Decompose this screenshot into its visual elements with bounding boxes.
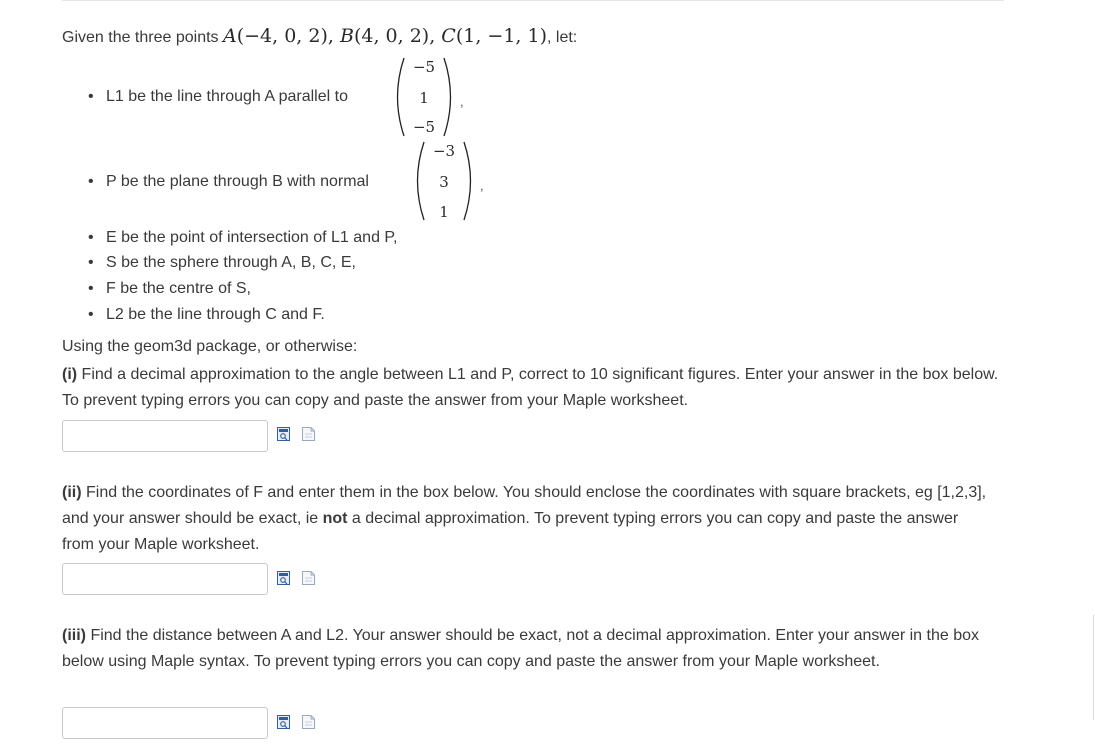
preview-icon[interactable] — [277, 715, 290, 729]
bullet-p: • P be the plane through B with normal — [88, 173, 369, 190]
direction-comma: , — [460, 94, 464, 109]
bullet-l1-text: L1 be the line through A parallel to — [106, 88, 348, 105]
point-c: C(1, −1, 1) — [441, 25, 548, 47]
answer-input-3[interactable] — [62, 707, 268, 739]
question-3 — [62, 623, 992, 675]
question-3-text: Find the distance between A and L2. Your answer should be exact, not a decimal approximation. Enter your answer in the box below using Maple syntax. To prevent typing errors you can copy and paste the answer from your Maple worksheet. — [62, 627, 979, 670]
bullet-s-text: S be the sphere through A, B, C, E, — [106, 254, 356, 271]
bullet-l2-text: L2 be the line through C and F. — [106, 306, 325, 323]
direction-entry-2: 1 — [419, 89, 429, 107]
syntax-help-icon[interactable] — [302, 571, 315, 585]
bullet-e-text: E be the point of intersection of L1 and P, — [106, 229, 398, 246]
bullet-l2: • L2 be the line through C and F. — [88, 306, 325, 323]
bullet-e: • E be the point of intersection of L1 and P, — [88, 229, 398, 246]
normal-entry-3: 1 — [439, 203, 449, 221]
question-2-text-b: a decimal approximation. To prevent typing errors you can copy and paste the answer from your Maple worksheet. — [62, 510, 959, 553]
syntax-help-icon[interactable] — [302, 715, 315, 729]
preview-icon[interactable] — [277, 427, 290, 441]
question-1-text: Find a decimal approximation to the angle between L1 and P, correct to 10 significant figures. Enter your answer in the box below. To prevent typing errors you can copy and paste the answer from your Maple worksheet. — [62, 366, 999, 409]
syntax-help-icon[interactable] — [302, 427, 315, 441]
normal-entry-1: −3 — [432, 142, 456, 160]
point-a: A(−4, 0, 2) — [222, 25, 328, 47]
intro-line: Given the three points A(−4, 0, 2), B(4, 0, 2), C(1, −1, 1), let: — [62, 25, 578, 47]
using-instruction: Using the geom3d package, or otherwise: — [62, 338, 358, 355]
question-3-label: (iii) — [62, 627, 86, 644]
normal-vector — [410, 140, 484, 222]
direction-entry-1: −5 — [412, 58, 436, 76]
point-b: B(4, 0, 2) — [339, 25, 430, 47]
answer-input-2[interactable] — [62, 563, 268, 595]
right-divider — [1093, 615, 1094, 720]
question-2 — [62, 480, 987, 558]
bullet-f: • F be the centre of S, — [88, 280, 251, 297]
bullet-f-text: F be the centre of S, — [106, 280, 251, 297]
question-2-text-a: Find the coordinates of F and enter them in the box below. You should enclose the coordinates with square brackets, eg [1,2,3], and your answer should be exact, ie — [62, 484, 987, 527]
intro-text-after: , let: — [547, 29, 578, 46]
normal-entry-2: 3 — [439, 173, 449, 191]
question-2-label: (ii) — [62, 484, 82, 501]
question-2-emphasis: not — [322, 510, 348, 527]
preview-icon[interactable] — [277, 571, 290, 585]
question-1-label: (i) — [62, 366, 78, 383]
direction-vector — [390, 56, 464, 138]
bullet-s: • S be the sphere through A, B, C, E, — [88, 254, 356, 271]
bullet-l1: • L1 be the line through A parallel to — [88, 88, 348, 105]
answer-input-1[interactable] — [62, 420, 268, 452]
top-divider — [62, 0, 1004, 1]
bullet-p-text: P be the plane through B with normal — [106, 173, 369, 190]
normal-comma: , — [480, 178, 484, 193]
question-1 — [62, 362, 1007, 414]
direction-entry-3: −5 — [412, 118, 436, 136]
intro-text-before: Given the three points — [62, 29, 223, 46]
